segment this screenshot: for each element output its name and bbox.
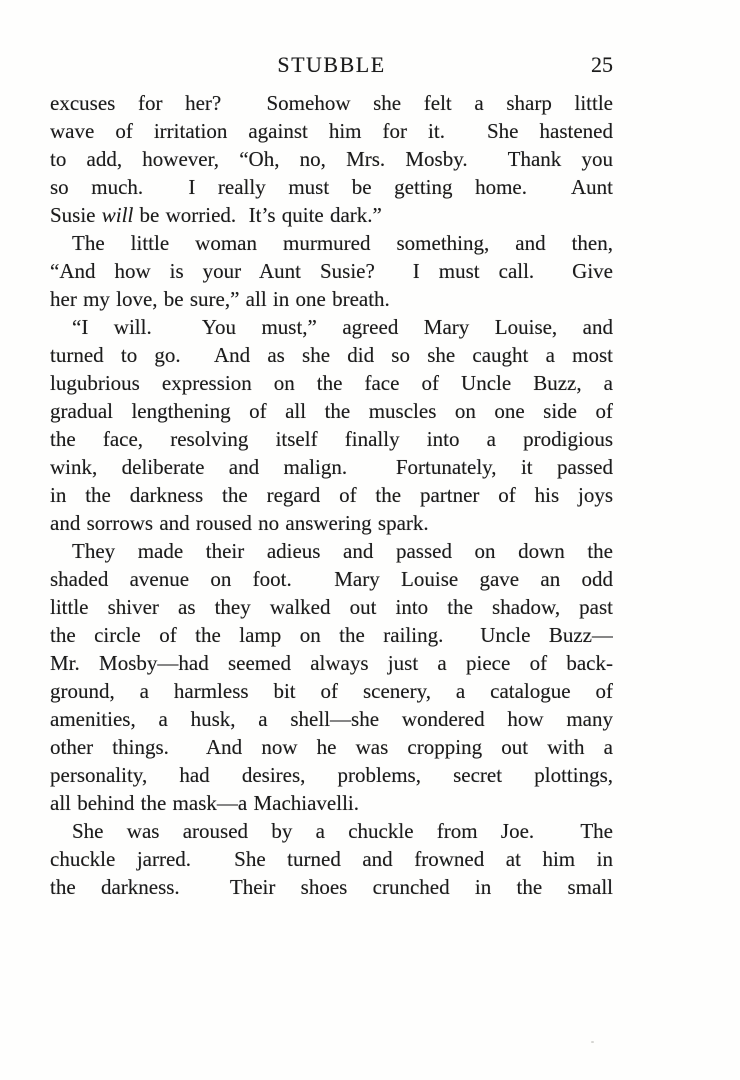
text-run: be worried. It’s quite dark.” xyxy=(133,203,382,227)
text-line: in the darkness the regard of the partner of his joys xyxy=(50,483,613,507)
text-line: her my love, be sure,” all in one breath. xyxy=(50,287,390,311)
text-line: amenities, a husk, a shell—she wondered how many xyxy=(50,707,613,731)
text-line: ground, a harmless bit of scenery, a catalogue of xyxy=(50,679,613,703)
text-line: all behind the mask—a Machiavelli. xyxy=(50,791,359,815)
page-number: 25 xyxy=(591,52,613,77)
text-line: the face, resolving itself finally into a prodigious xyxy=(50,427,613,451)
running-title: STUBBLE xyxy=(277,52,386,77)
running-head xyxy=(50,52,613,78)
text-line: lugubrious expression on the face of Uncle Buzz, a xyxy=(50,371,613,395)
text-line: gradual lengthening of all the muscles on one side of xyxy=(50,399,613,423)
text-line: to add, however, “Oh, no, Mrs. Mosby. Thank you xyxy=(50,147,613,171)
text-line: chuckle jarred. She turned and frowned at him in xyxy=(50,847,613,871)
text-line: so much. I really must be getting home. Aunt xyxy=(50,175,613,199)
text-line: shaded avenue on foot. Mary Louise gave an odd xyxy=(50,567,613,591)
text-line: other things. And now he was cropping out with a xyxy=(50,735,613,759)
text-line: and sorrows and roused no answering spark. xyxy=(50,511,429,535)
text-line: They made their adieus and passed on down the xyxy=(72,539,613,563)
text-run: Susie xyxy=(50,203,102,227)
text-line: “I will. You must,” agreed Mary Louise, and xyxy=(72,315,613,339)
text-line: turned to go. And as she did so she caught a most xyxy=(50,343,613,367)
text-line: Mr. Mosby—had seemed always just a piece of back- xyxy=(50,651,613,675)
text-line: the darkness. Their shoes crunched in the small xyxy=(50,875,613,899)
text-line: “And how is your Aunt Susie? I must call. Give xyxy=(50,259,613,283)
text-line: the circle of the lamp on the railing. Uncle Buzz— xyxy=(50,623,613,647)
text-line: personality, had desires, problems, secret plottings, xyxy=(50,763,613,787)
text-line xyxy=(50,201,613,229)
text-line: little shiver as they walked out into the shadow, past xyxy=(50,595,613,619)
text-line: The little woman murmured something, and then, xyxy=(72,231,613,255)
text-line: wink, deliberate and malign. Fortunately, it passed xyxy=(50,455,613,479)
text-line: wave of irritation against him for it. She hastened xyxy=(50,119,613,143)
text-line: excuses for her? Somehow she felt a sharp little xyxy=(50,91,613,115)
scan-speck xyxy=(591,1041,594,1043)
body-text xyxy=(50,89,613,901)
text-line: She was aroused by a chuckle from Joe. The xyxy=(72,819,613,843)
italic-text-run: will xyxy=(101,203,134,227)
